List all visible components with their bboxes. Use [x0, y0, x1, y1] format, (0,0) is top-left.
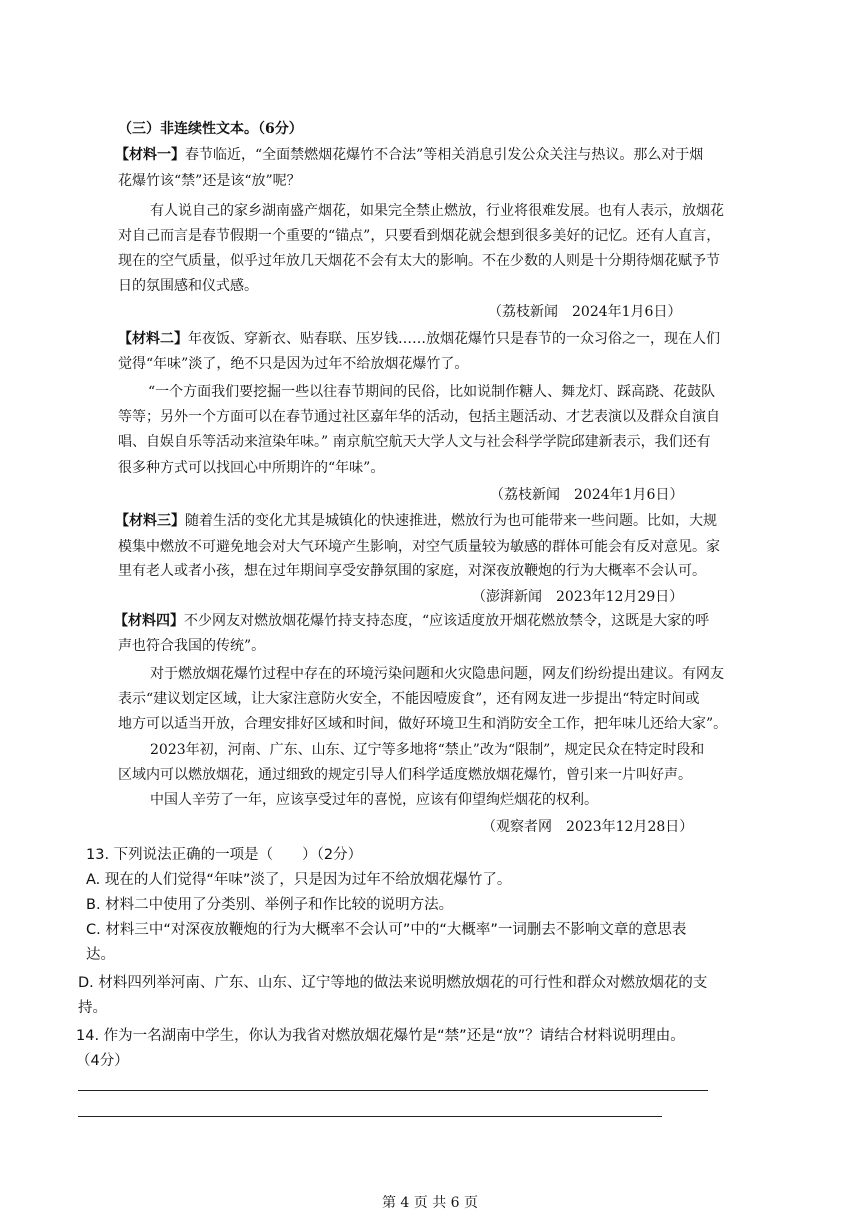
- material1-line-6: 日的氛围感和仪式感。: [118, 278, 258, 294]
- question13-option-c: C. 材料三中“对深夜放鞭炮的行为大概率不会认可”中的“大概率”一词删去不影响文章的意思表: [86, 922, 687, 938]
- answer-line-2[interactable]: [78, 1116, 662, 1117]
- material4-line-4: 表示“建议划定区域，让大家注意防火安全，不能因噎废食”，还有网友进一步提出“特定时间或: [118, 691, 700, 707]
- question13-option-a: A. 现在的人们觉得“年味”淡了，只是因为过年不给放烟花爆竹了。: [86, 872, 512, 888]
- material1-line-3: 有人说自己的家乡湖南盛产烟花，如果完全禁止燃放，行业将很难发展。也有人表示，放烟花: [150, 203, 724, 219]
- question13-option-d-cont: 持。: [78, 1000, 107, 1016]
- material4-source: （观察者网 2023年12月28日）: [482, 819, 694, 835]
- material1-label: 【材料一】: [115, 147, 185, 163]
- material2-label: 【材料二】: [118, 331, 188, 347]
- material4-line-8: 中国人辛劳了一年，应该享受过年的喜悦，应该有仰望绚烂烟花的权利。: [150, 792, 598, 808]
- page-footer: 第 4 页 共 6 页: [381, 1195, 479, 1211]
- question13-stem: 13. 下列说法正确的一项是（ ）（2分）: [86, 847, 363, 863]
- material4-line-2: 声也符合我国的传统”。: [118, 638, 266, 654]
- material4-line-5: 地方可以适当开放，合理安排好区域和时间，做好环境卫生和消防安全工作，把年味儿还给大家”。: [118, 716, 728, 732]
- material3-line-1: 【材料三】随着生活的变化尤其是城镇化的快速推进，燃放行为也可能带来一些问题。比如，大规: [115, 513, 717, 529]
- material1-line-4: 对自己而言是春节假期一个重要的“锚点”，只要看到烟花就会想到很多美好的记忆。还有人直言，: [118, 228, 721, 244]
- answer-line-1[interactable]: [78, 1090, 708, 1091]
- question14-stem: 14. 作为一名湖南中学生，你认为我省对燃放烟花爆竹是“禁”还是“放”？请结合材料说明理由。: [76, 1028, 685, 1044]
- question14-score: （4分）: [76, 1053, 129, 1069]
- material2-line-2: 觉得“年味”淡了，绝不只是因为过年不给放烟花爆竹了。: [118, 356, 469, 372]
- material4-label: 【材料四】: [114, 613, 184, 629]
- question13-option-c-cont: 达。: [86, 947, 115, 963]
- material1-source: （荔枝新闻 2024年1月6日）: [488, 304, 682, 320]
- material3-label: 【材料三】: [115, 513, 185, 529]
- material2-line-1: 【材料二】年夜饭、穿新衣、贴春联、压岁钱……放烟花爆竹只是春节的一众习俗之一，现在人们: [118, 331, 720, 347]
- material4-line-3: 对于燃放烟花爆竹过程中存在的环境污染问题和火灾隐患问题，网友们纷纷提出建议。有网友: [150, 666, 724, 682]
- section-title: （三）非连续性文本。（6分）: [118, 121, 303, 137]
- material2-line-5: 唱、自娱自乐等活动来渲染年味。” 南京航空航天大学人文与社会科学学院邱建新表示，我们还有: [118, 434, 711, 450]
- material3-line-3: 里有老人或者小孩，想在过年期间享受安静氛围的家庭，对深夜放鞭炮的行为大概率不会认可。: [118, 563, 706, 579]
- material1-line-1: 【材料一】春节临近，“全面禁燃烟花爆竹不合法”等相关消息引发公众关注与热议。那么对于烟: [115, 147, 704, 163]
- material2-line-6: 很多种方式可以找回心中所期许的“年味”。: [118, 460, 385, 476]
- material1-line-2: 花爆竹该“禁”还是该“放”呢？: [118, 173, 301, 189]
- material4-line-1: 【材料四】不少网友对燃放烟花爆竹持支持态度，“应该适度放开烟花燃放禁令，这既是大家的呼: [114, 613, 710, 629]
- material1-line-5: 现在的空气质量，似乎过年放几天烟花不会有太大的影响。不在少数的人则是十分期待烟花赋予节: [118, 253, 720, 269]
- question13-option-d: D. 材料四列举河南、广东、山东、辽宁等地的做法来说明燃放烟花的可行性和群众对燃放烟花的支: [78, 975, 708, 991]
- material3-line-2: 模集中燃放不可避免地会对大气环境产生影响，对空气质量较为敏感的群体可能会有反对意见。家: [118, 539, 720, 555]
- material2-line-3: “一个方面我们要挖掘一些以往春节期间的民俗，比如说制作糖人、舞龙灯、踩高跷、花鼓队: [148, 384, 716, 400]
- material2-line-4: 等等；另外一个方面可以在春节通过社区嘉年华的活动，包括主题活动、才艺表演以及群众自演自: [118, 409, 720, 425]
- material3-source: （澎湃新闻 2023年12月29日）: [472, 589, 684, 605]
- material4-line-7: 区域内可以燃放烟花，通过细致的规定引导人们科学适度燃放烟花爆竹，曾引来一片叫好声。: [118, 767, 692, 783]
- question13-option-b: B. 材料二中使用了分类别、举例子和作比较的说明方法。: [86, 897, 454, 913]
- material4-line-6: 2023年初，河南、广东、山东、辽宁等多地将“禁止”改为“限制”，规定民众在特定时段和: [150, 742, 705, 758]
- material2-source: （荔枝新闻 2024年1月6日）: [490, 487, 684, 503]
